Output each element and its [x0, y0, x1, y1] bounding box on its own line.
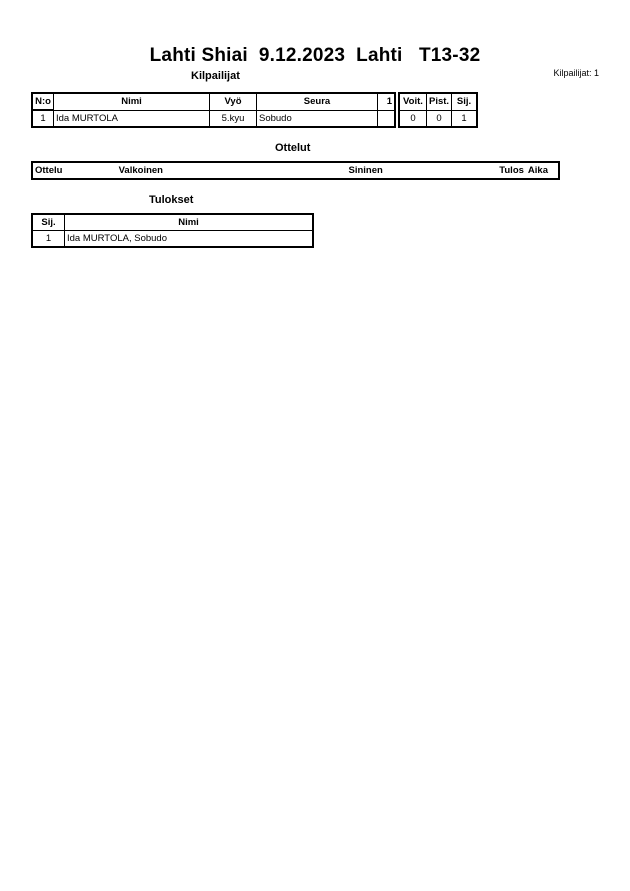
results-table — [31, 213, 314, 248]
competitor-club: Sobudo — [257, 110, 378, 127]
col-round-1: 1 — [378, 93, 396, 110]
table-row — [32, 110, 477, 127]
table-row — [32, 231, 313, 248]
col-score: Tulos — [499, 165, 524, 176]
result-place: 1 — [32, 231, 65, 248]
col-club: Seura — [257, 93, 378, 110]
col-number: N:o — [32, 93, 54, 110]
col-result-name: Nimi — [65, 214, 314, 231]
table-header-row — [32, 93, 477, 110]
matches-heading: Ottelut — [275, 142, 311, 154]
competitors-heading: Kilpailijat — [191, 70, 240, 82]
competitor-place: 1 — [452, 110, 478, 127]
competitor-count: Kilpailijat: 1 — [553, 68, 599, 78]
col-place: Sij. — [452, 93, 478, 110]
results-heading: Tulokset — [149, 194, 194, 206]
col-belt: Vyö — [210, 93, 257, 110]
result-name: Ida MURTOLA, Sobudo — [65, 231, 314, 248]
col-white: Valkoinen — [118, 165, 163, 176]
col-match: Ottelu — [35, 165, 63, 176]
competitor-belt: 5.kyu — [210, 110, 257, 127]
competitor-round-1 — [378, 110, 396, 127]
col-blue: Sininen — [348, 165, 383, 176]
col-points: Pist. — [427, 93, 452, 110]
competitor-number: 1 — [32, 110, 54, 127]
competitors-table — [31, 92, 478, 128]
col-result-place: Sij. — [32, 214, 65, 231]
table-header-row — [32, 214, 313, 231]
matches-table — [31, 161, 560, 180]
col-time: Aika — [527, 165, 548, 176]
competitor-points: 0 — [427, 110, 452, 127]
competitor-wins: 0 — [399, 110, 427, 127]
page-title: Lahti Shiai 9.12.2023 Lahti T13-32 — [149, 45, 481, 66]
table-header-row — [32, 162, 559, 179]
competitor-name: Ida MURTOLA — [54, 110, 210, 127]
col-name: Nimi — [54, 93, 210, 110]
col-wins: Voit. — [399, 93, 427, 110]
